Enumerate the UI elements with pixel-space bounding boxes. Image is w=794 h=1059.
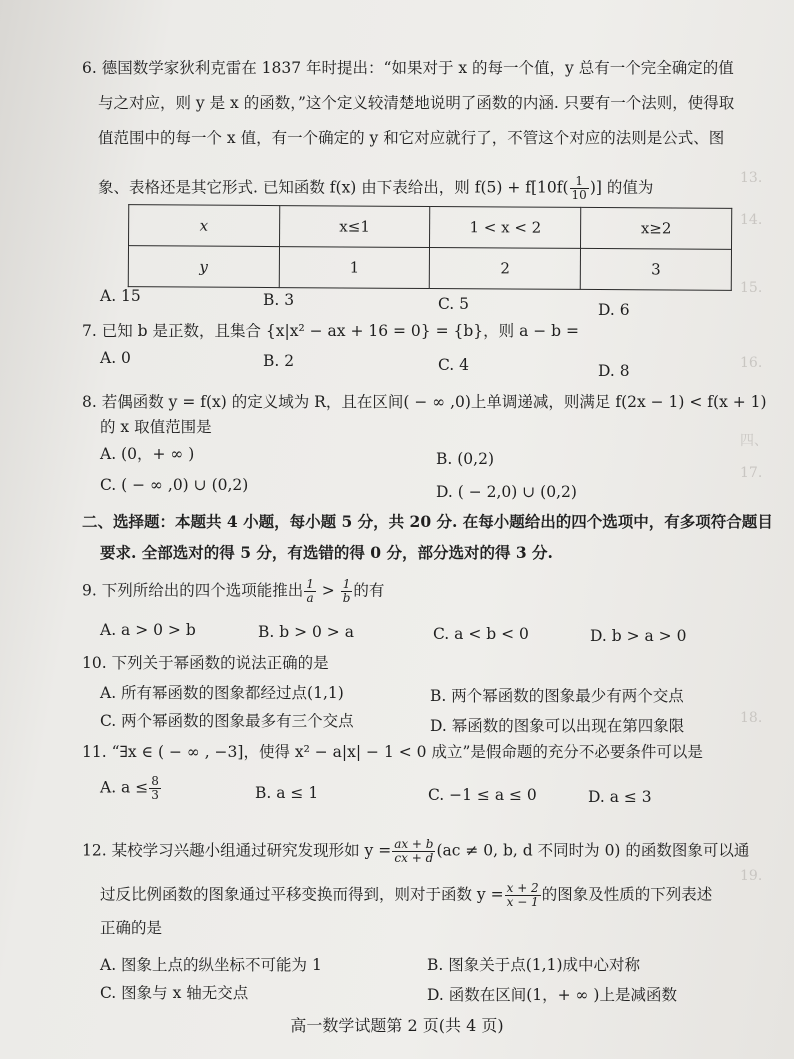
table-cell: x≥2 bbox=[581, 207, 732, 249]
q6-line-2: 与之对应，则 y 是 x 的函数，”这个定义较清楚地说明了函数的内涵. 只要有一个法则，使得取 bbox=[98, 94, 735, 112]
q12-line-1 bbox=[82, 838, 749, 865]
q9-fraction-b bbox=[341, 578, 353, 605]
q11-stem: 11. “∃x ∈ ( − ∞ , −3]，使得 x² − a|x| − 1 < 0 成立”是假命题的充分不必要条件可以是 bbox=[82, 743, 703, 761]
q6-line-4-a: 象、表格还是其它形式. 已知函数 f(x) 由下表给出，则 f(5) + f[10f( bbox=[98, 178, 569, 197]
section-2-line-1: 二、选择题：本题共 4 小题，每小题 5 分，共 20 分. 在每小题给出的四个选项中，有多项符合题目 bbox=[82, 512, 773, 531]
q6-frac-num: 1 bbox=[570, 175, 589, 189]
q12-frac-b-num: x + 2 bbox=[506, 881, 539, 895]
q6-option-a: A. 15 bbox=[100, 287, 141, 305]
q6-frac-den: 10 bbox=[571, 188, 587, 202]
section-2-line-2: 要求. 全部选对的得 5 分，有选错的得 0 分，部分选对的得 3 分. bbox=[100, 543, 553, 562]
q12-option-c: C. 图象与 x 轴无交点 bbox=[100, 984, 249, 1002]
q11-option-d: D. a ≤ 3 bbox=[588, 788, 652, 806]
q10-stem: 10. 下列关于幂函数的说法正确的是 bbox=[82, 654, 329, 672]
q8-option-c: C. ( − ∞ ,0) ∪ (0,2) bbox=[100, 476, 249, 494]
q11-frac-den: 3 bbox=[151, 788, 159, 802]
q6-line-4-b: )] 的值为 bbox=[589, 178, 654, 197]
q8-option-a: A. (0，+ ∞ ) bbox=[100, 445, 195, 463]
q6-option-d: D. 6 bbox=[598, 301, 630, 319]
q12-line-3: 正确的是 bbox=[100, 919, 163, 937]
table-cell: 3 bbox=[580, 248, 731, 290]
q8-line-2: 的 x 取值范围是 bbox=[100, 418, 212, 436]
q12-fraction-a bbox=[392, 838, 435, 865]
q6-line-3: 值范围中的每一个 x 值，有一个确定的 y 和它对应就行了，不管这个对应的法则是公式、图 bbox=[98, 129, 725, 147]
table-cell: 2 bbox=[430, 247, 581, 289]
q7-option-d: D. 8 bbox=[598, 362, 630, 380]
q8-line-1: 8. 若偶函数 y = f(x) 的定义域为 R，且在区间( − ∞ ,0)上单调递减，则满足 f(2x − 1) < f(x + 1) bbox=[82, 393, 767, 411]
q12-line-2-b: 的图象及性质的下列表述 bbox=[541, 885, 713, 904]
q9-option-a: A. a > 0 > b bbox=[100, 621, 196, 639]
q9-frac-a-den: a bbox=[306, 591, 314, 605]
q10-option-d: D. 幂函数的图象可以出现在第四象限 bbox=[430, 717, 685, 735]
function-table bbox=[128, 204, 732, 291]
table-cell: 1 < x < 2 bbox=[430, 207, 581, 249]
q7-option-a: A. 0 bbox=[100, 349, 131, 367]
page-footer: 高一数学试题第 2 页(共 4 页) bbox=[290, 1016, 504, 1035]
q7-option-b: B. 2 bbox=[263, 352, 295, 370]
table-row bbox=[128, 246, 731, 291]
q10-option-a: A. 所有幂函数的图象都经过点(1,1) bbox=[100, 684, 344, 702]
q12-line-2 bbox=[100, 882, 712, 909]
q9-stem-b: 的有 bbox=[353, 581, 385, 600]
q9-stem-a: 9. 下列所给出的四个选项能推出 bbox=[82, 581, 304, 600]
q12-line-2-a: 过反比例函数的图象通过平移变换而得到，则对于函数 y = bbox=[100, 885, 504, 904]
q8-option-d: D. ( − 2,0) ∪ (0,2) bbox=[436, 483, 577, 501]
q11-option-a bbox=[100, 775, 162, 802]
q9-option-d: D. b > a > 0 bbox=[590, 627, 687, 645]
q6-option-b: B. 3 bbox=[263, 291, 295, 309]
q6-line-4 bbox=[98, 175, 653, 202]
q10-option-b: B. 两个幂函数的图象最少有两个交点 bbox=[430, 687, 684, 705]
q12-frac-a-num: ax + b bbox=[394, 837, 434, 851]
q12-option-a: A. 图象上点的纵坐标不可能为 1 bbox=[100, 956, 322, 974]
q9-frac-b-num: 1 bbox=[341, 578, 353, 592]
table-cell: x≤1 bbox=[279, 206, 430, 248]
q9-stem bbox=[82, 578, 384, 605]
q9-frac-b-den: b bbox=[342, 591, 351, 605]
q7-option-c: C. 4 bbox=[438, 356, 470, 374]
q11-option-c: C. −1 ≤ a ≤ 0 bbox=[428, 786, 537, 804]
q11-frac-num: 8 bbox=[151, 774, 159, 788]
q10-option-c: C. 两个幂函数的图象最多有三个交点 bbox=[100, 712, 354, 730]
q9-option-c: C. a < b < 0 bbox=[433, 625, 529, 643]
q9-frac-a-num: 1 bbox=[306, 577, 314, 591]
q11-option-a-prefix: A. a ≤ bbox=[100, 778, 149, 797]
q9-option-b: B. b > 0 > a bbox=[258, 623, 354, 641]
q12-frac-a-den: cx + d bbox=[394, 851, 434, 865]
q6-line-1: 6. 德国数学家狄利克雷在 1837 年时提出：“如果对于 x 的每一个值，y 总有一个完全确定的值 bbox=[82, 59, 734, 77]
q12-frac-b-den: x − 1 bbox=[506, 895, 539, 909]
q6-fraction bbox=[570, 175, 589, 202]
q6-option-c: C. 5 bbox=[438, 295, 470, 313]
table-cell: y bbox=[128, 246, 279, 288]
q12-line-1-a: 12. 某校学习兴趣小组通过研究发现形如 y = bbox=[82, 841, 392, 860]
q12-option-b: B. 图象关于点(1,1)成中心对称 bbox=[427, 956, 640, 974]
q9-gt: > bbox=[316, 581, 340, 600]
q12-option-d: D. 函数在区间(1，+ ∞ )上是减函数 bbox=[427, 986, 677, 1004]
q9-fraction-a bbox=[304, 578, 316, 605]
q8-option-b: B. (0,2) bbox=[436, 450, 494, 468]
q12-fraction-b bbox=[505, 882, 541, 909]
table-cell: x bbox=[129, 205, 280, 247]
q11-option-b: B. a ≤ 1 bbox=[255, 784, 319, 802]
table-cell: 1 bbox=[279, 247, 430, 289]
q11-option-a-fraction bbox=[149, 775, 161, 802]
table-row bbox=[129, 205, 732, 250]
q7-stem: 7. 已知 b 是正数，且集合 {x|x² − ax + 16 = 0} = {b}，则 a − b = bbox=[82, 322, 579, 340]
q12-line-1-b: (ac ≠ 0, b, d 不同时为 0) 的函数图象可以通 bbox=[436, 841, 750, 860]
exam-page: 13. 14. 15. 16. 四、 17. 18. 19. 6. 德国数学家狄利克雷在 1837 年时提出：“如果对于 x 的每一个值，y 总有一个完全确定的值 与之对应，则 y 是 x 的函数，”这个定义较清楚地说明了函数的内涵. 只要有一个法则，使得取 值范围中的每一个 x 值，有一个确定的 y 和它对应就行了，不管这个对应的法则是公式、图 象、表格还是其它形式. 已知函数 f(x) 由下表给出，则 f(5) + f[10f( $\frac{1}{10}$ )] 的值为 x x≤1 1 < x < 2 x≥2 y 1 2 3 A. 15 B. 3 C. 5 D. 6 7. 已知 b 是正数，且集合 {x|x² − ax + 16 = 0} = {b}，则 a − b = A. 0 B. 2 C. 4 D. 8 8. 若偶函数 y = f(x) 的定义域为 R，且在区间( − ∞ ,0)上单调递减，则满足 f(2x − 1) < f(x + 1) 的 x 取值范围是 A. (0，+ ∞ ) B. (0,2) C. ( − ∞ ,0) ∪ (0,2) D. ( − 2,0) ∪ (0,2) 二、选择题：本题共 4 小题，每小题 5 分，共 20 分. 在每小题给出的四个选项中，有多项符合题目 要求. 全部选对的得 5 分，有选错的得 0 分，部分选对的得 3 分. 9. 下列所给出的四个选项能推出 $\frac{1}{a}$ > $\frac{1}{b}$ 的有 A. a > 0 > b B. b > 0 > a C. a < b < 0 D. b > a > 0 10. 下列关于幂函数的说法正确的是 A. 所有幂函数的图象都经过点(1,1) B. 两个幂函数的图象最少有两个交点 C. 两个幂函数的图象最多有三个交点 D. 幂函数的图象可以出现在第四象限 11. “∃x ∈ ( − ∞ , −3]，使得 x² − a|x| − 1 < 0 成立”是假命题的充分不必要条件可以是 A. a ≤ $\frac{8}{3}$ B. a ≤ 1 C. −1 ≤ a ≤ 0 D. a ≤ 3 12. 某校学习兴趣小组通过研究发现形如 y = $\frac{ax + b}{cx + d}$ (ac ≠ 0, b, d 不同时为 0) 的函数图象可以通 过反比例函数的图象通过平移变换而得到，则对于函数 y = $\frac{x + 2}{x - 1}$ 的图象及性质的下列表述 正确的是 A. 图象上点的纵坐标不可能为 1 B. 图象关于点(1,1)成中心对称 C. 图象与 x 轴无交点 D. 函数在区间(1，+ ∞ )上是减函数 高一数学试题第 2 页(共 4 页) bbox=[0, 0, 794, 1059]
